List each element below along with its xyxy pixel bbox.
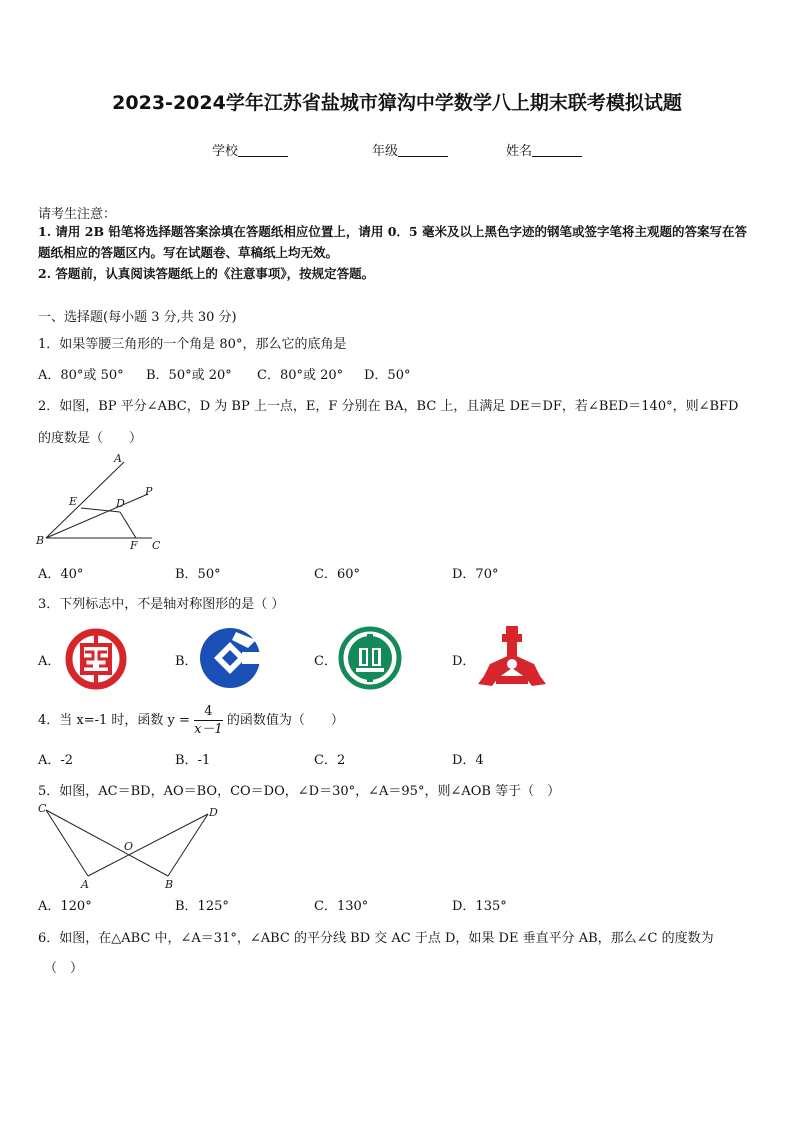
- q2-label-c: C: [152, 539, 161, 552]
- q5-label-d: D: [209, 806, 218, 819]
- abc-logo-icon[interactable]: [338, 626, 402, 690]
- q4-option-a[interactable]: A．-2: [38, 753, 74, 768]
- q2-ray-ba: [46, 462, 124, 538]
- q3-stem: 3．下列标志中，不是轴对称图形的是（ ）: [38, 597, 285, 612]
- grade-blank[interactable]: [398, 144, 448, 157]
- q3-option-b[interactable]: B．: [175, 654, 198, 669]
- q5-option-a[interactable]: A．120°: [38, 899, 92, 914]
- q5-figure: [34, 800, 230, 892]
- page-title: 2023-2024学年江苏省盐城市獐沟中学数学八上期末联考模拟试题: [112, 92, 682, 114]
- grade-label: 年级: [372, 144, 399, 159]
- q2-label-b: B: [36, 534, 45, 547]
- q1-stem: 1．如果等腰三角形的一个角是 80°，那么它的底角是: [38, 337, 347, 352]
- ccb-logo-icon[interactable]: [198, 626, 262, 690]
- q5-label-c: C: [38, 802, 47, 815]
- q1-option-b[interactable]: B．50°或 20°: [146, 368, 232, 383]
- q2-option-b[interactable]: B．50°: [175, 567, 221, 582]
- q2-label-e: E: [69, 495, 78, 508]
- school-label: 学校: [212, 144, 239, 159]
- q5-segment-db: [168, 814, 208, 876]
- school-blank[interactable]: [238, 144, 288, 157]
- q3-option-c[interactable]: C．: [314, 654, 337, 669]
- q4-stem-post: 的函数值为（ ）: [226, 713, 344, 728]
- q4-stem: [38, 701, 344, 741]
- q2-option-c[interactable]: C．60°: [314, 567, 360, 582]
- notice-line-1: 1. 请用 2B 铅笔将选择题答案涂填在答题纸相应位置上，请用 0．5 毫米及以上黑色字迹的钢笔或签字笔将主观题的答案写在答题纸相应的答题区内。写在试题卷、草稿纸上均无效。: [38, 224, 747, 260]
- section-heading: 一、选择题(每小题 3 分,共 30 分): [38, 310, 237, 325]
- q1-option-a[interactable]: A．80°或 50°: [38, 368, 124, 383]
- notice-heading: 请考生注意：: [38, 207, 117, 222]
- q1-option-d[interactable]: D．50°: [364, 368, 411, 383]
- q1-option-c[interactable]: C．80°或 20°: [257, 368, 344, 383]
- q4-option-b[interactable]: B．-1: [175, 753, 211, 768]
- q4-fraction-numerator: 4: [194, 703, 223, 721]
- school-field: [212, 140, 288, 159]
- q6-stem-line-1: 6．如图，在△ABC 中，∠A＝31°，∠ABC 的平分线 BD 交 AC 于点 D，如果 DE 垂直平分 AB，那么∠C 的度数为: [38, 931, 714, 946]
- q5-segment-ad: [88, 814, 208, 876]
- name-label: 姓名: [506, 144, 533, 159]
- q5-stem: 5．如图，AC＝BD，AO＝BO，CO＝DO，∠D＝30°，∠A＝95°，则∠AOB 等于（ ）: [38, 784, 561, 799]
- cmbc-logo-icon[interactable]: [476, 624, 548, 690]
- q2-label-a: A: [114, 452, 122, 465]
- q4-stem-pre: 4．当 x=-1 时，函数 y =: [38, 713, 190, 728]
- q3-option-d[interactable]: D．: [452, 654, 476, 669]
- q2-label-d: D: [116, 497, 125, 510]
- q2-ray-bp: [46, 494, 148, 538]
- q4-option-d[interactable]: D．4: [452, 753, 484, 768]
- q5-label-a: A: [81, 878, 89, 891]
- q2-stem-line-1: 2．如图，BP 平分∠ABC，D 为 BP 上一点，E，F 分别在 BA，BC 上，且满足 DE＝DF，若∠BED＝140°，则∠BFD: [38, 399, 739, 414]
- q5-label-o: O: [124, 840, 134, 853]
- grade-field: [372, 140, 448, 159]
- name-blank[interactable]: [532, 144, 582, 157]
- q2-option-d[interactable]: D．70°: [452, 567, 499, 582]
- name-field: [506, 140, 582, 159]
- q6-stem-line-2: （ ）: [44, 961, 84, 976]
- q4-option-c[interactable]: C．2: [314, 753, 346, 768]
- q5-option-b[interactable]: B．125°: [175, 899, 229, 914]
- q2-figure: [32, 450, 172, 554]
- q5-option-d[interactable]: D．135°: [452, 899, 507, 914]
- icbc-logo-icon[interactable]: [63, 626, 129, 692]
- q2-label-p: P: [145, 485, 153, 498]
- q4-fraction-denominator: x－1: [194, 722, 223, 737]
- q2-stem-line-2: 的度数是（ ）: [38, 431, 143, 446]
- q5-label-b: B: [165, 878, 174, 891]
- q2-label-f: F: [130, 539, 138, 552]
- q2-option-a[interactable]: A．40°: [38, 567, 84, 582]
- q5-option-c[interactable]: C．130°: [314, 899, 369, 914]
- q5-segment-ca: [46, 810, 88, 876]
- q4-fraction: [194, 703, 223, 738]
- notice-line-2: 2. 答题前，认真阅读答题纸上的《注意事项》，按规定答题。: [38, 266, 375, 281]
- q3-option-a[interactable]: A．: [38, 654, 61, 669]
- q2-segment-df: [120, 512, 136, 538]
